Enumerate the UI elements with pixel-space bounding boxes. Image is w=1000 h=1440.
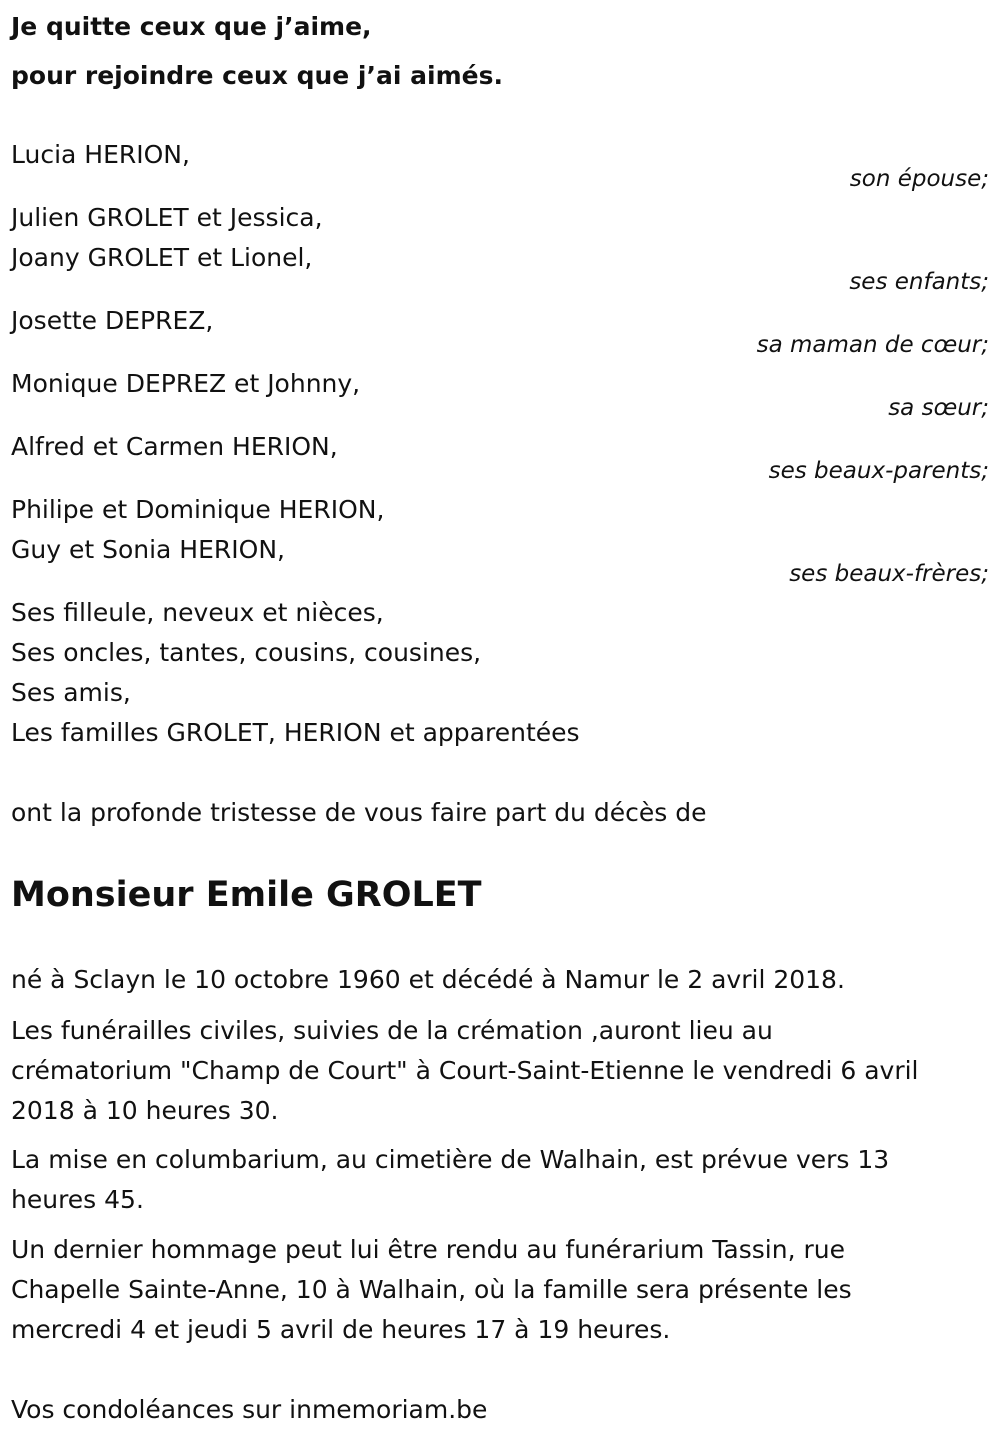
columbarium-line: La mise en columbarium, au cimetière de Walhain, est prévue vers 13	[11, 1145, 890, 1174]
funeral-line: Les funérailles civiles, suivies de la crémation ,auront lieu au	[11, 1016, 773, 1045]
others-line: Ses amis,	[11, 678, 131, 707]
family-role: sa sœur;	[888, 395, 989, 421]
family-role: son épouse;	[849, 166, 989, 192]
tribute-line: mercredi 4 et jeudi 5 avril de heures 17 à 19 heures.	[11, 1315, 671, 1344]
deceased-name: Monsieur Emile GROLET	[11, 875, 482, 915]
family-role: ses beaux-frères;	[789, 561, 989, 587]
condolences-text: Vos condoléances sur inmemoriam.be	[11, 1395, 488, 1424]
family-role: ses enfants;	[849, 269, 989, 295]
tribute-line: Chapelle Sainte-Anne, 10 à Walhain, où la famille sera présente les	[11, 1275, 852, 1304]
quote-line-1: Je quitte ceux que j’aime,	[11, 12, 372, 41]
family-name: Joany GROLET et Lionel,	[11, 243, 313, 272]
family-role: sa maman de cœur;	[756, 332, 989, 358]
birth-death-text: né à Sclayn le 10 octobre 1960 et décédé à Namur le 2 avril 2018.	[11, 965, 845, 994]
family-role: ses beaux-parents;	[768, 458, 989, 484]
family-name: Lucia HERION,	[11, 140, 190, 169]
others-line: Les familles GROLET, HERION et apparentées	[11, 718, 580, 747]
family-name: Julien GROLET et Jessica,	[11, 203, 323, 232]
family-name: Philipe et Dominique HERION,	[11, 495, 385, 524]
tribute-line: Un dernier hommage peut lui être rendu au funérarium Tassin, rue	[11, 1235, 845, 1264]
family-name: Alfred et Carmen HERION,	[11, 432, 338, 461]
others-line: Ses oncles, tantes, cousins, cousines,	[11, 638, 482, 667]
family-name: Monique DEPREZ et Johnny,	[11, 369, 361, 398]
announcement-text: ont la profonde tristesse de vous faire part du décès de	[11, 798, 707, 827]
family-name: Josette DEPREZ,	[11, 306, 214, 335]
others-line: Ses filleule, neveux et nièces,	[11, 598, 384, 627]
family-name: Guy et Sonia HERION,	[11, 535, 285, 564]
columbarium-line: heures 45.	[11, 1185, 144, 1214]
funeral-line: crématorium "Champ de Court" à Court-Saint-Etienne le vendredi 6 avril	[11, 1056, 919, 1085]
funeral-line: 2018 à 10 heures 30.	[11, 1096, 279, 1125]
quote-line-2: pour rejoindre ceux que j’ai aimés.	[11, 61, 503, 90]
